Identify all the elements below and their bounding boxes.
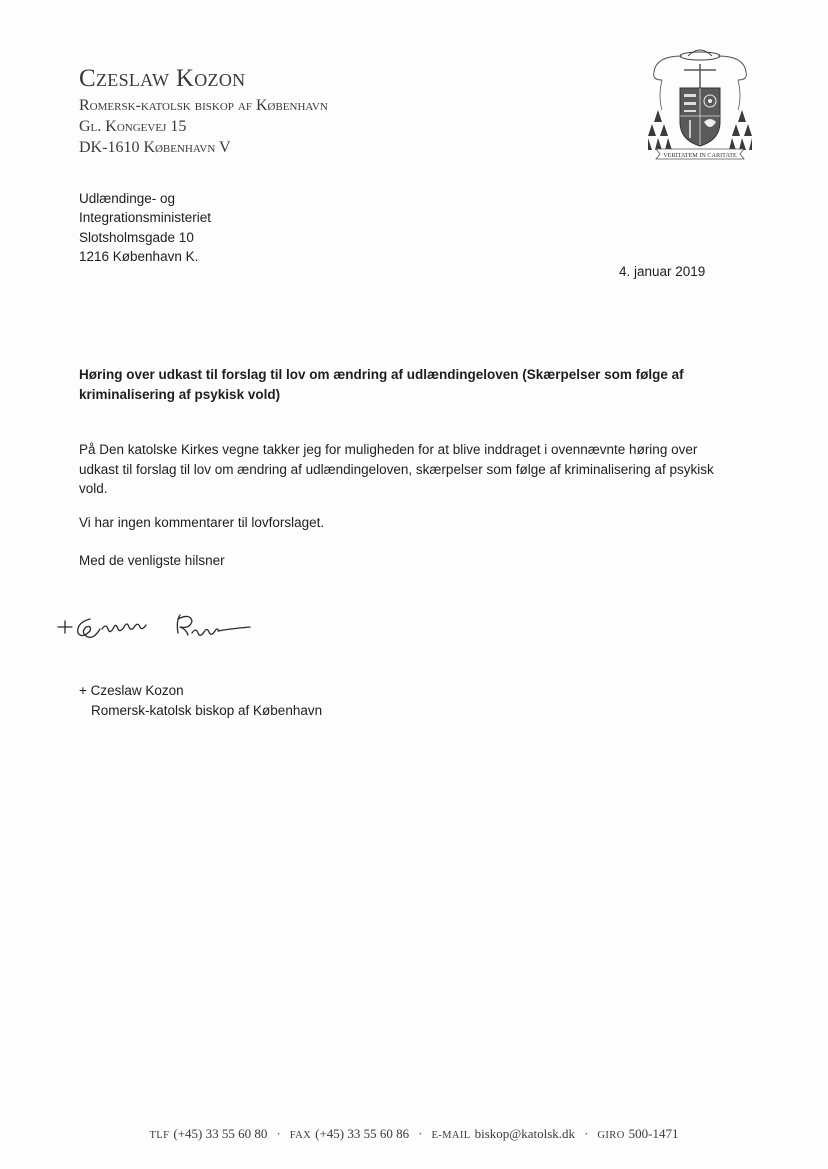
footer-tlf: (+45) 33 55 60 80 bbox=[173, 1126, 268, 1141]
body-paragraph: På Den katolske Kirkes vegne takker jeg for muligheden for at blive inddraget i ovennævnte høring over udkast til forslag til lov om ændring af udlændingeloven, skærpelser som følge af kriminalisering af psykisk vold. bbox=[79, 442, 714, 496]
footer-email: biskop@katolsk.dk bbox=[474, 1126, 576, 1141]
sender-city: DK-1610 København V bbox=[79, 139, 231, 156]
recipient-line: Udlændinge- og bbox=[79, 191, 176, 206]
footer-giro: 500-1471 bbox=[628, 1126, 679, 1141]
closing-salutation: Med de venligste hilsner bbox=[79, 553, 225, 568]
signer-block bbox=[79, 681, 322, 720]
footer-separator: · bbox=[418, 1126, 423, 1141]
signer-title: Romersk-katolsk biskop af København bbox=[91, 702, 323, 718]
coat-of-arms-icon bbox=[648, 46, 752, 162]
recipient-line: 1216 København K. bbox=[79, 248, 199, 264]
letter-footer bbox=[0, 1126, 828, 1142]
recipient-line: Slotsholmsgade 10 bbox=[79, 229, 194, 245]
footer-separator: · bbox=[276, 1126, 281, 1141]
footer-fax: (+45) 33 55 60 86 bbox=[315, 1126, 410, 1141]
crest-motto: VERITATEM IN CARITATE bbox=[663, 152, 737, 159]
recipient-line: Integrationsministeriet bbox=[79, 210, 212, 226]
footer-separator: · bbox=[584, 1126, 589, 1141]
sender-street: Gl. Kongevej 15 bbox=[79, 118, 187, 135]
footer-tlf-label: TLF bbox=[149, 1130, 170, 1141]
sender-name: Czeslaw Kozon bbox=[79, 65, 246, 92]
signer-name: + Czeslaw Kozon bbox=[79, 683, 184, 698]
body-paragraph: Vi har ingen kommentarer til lovforslaget. bbox=[79, 515, 325, 530]
recipient-address bbox=[79, 189, 211, 266]
letter-subject: Høring over udkast til forslag til lov om ændring af udlændingeloven (Skærpelser som følge af kriminalisering af psykisk vold) bbox=[79, 367, 684, 402]
footer-fax-label: FAX bbox=[289, 1130, 312, 1141]
letter-date: 4. januar 2019 bbox=[619, 264, 706, 279]
handwritten-signature bbox=[40, 605, 270, 655]
letterhead-sender bbox=[79, 63, 328, 158]
footer-giro-label: GIRO bbox=[597, 1130, 625, 1141]
footer-email-label: E-MAIL bbox=[431, 1130, 471, 1141]
sender-title: Romersk-katolsk biskop af København bbox=[79, 97, 328, 114]
